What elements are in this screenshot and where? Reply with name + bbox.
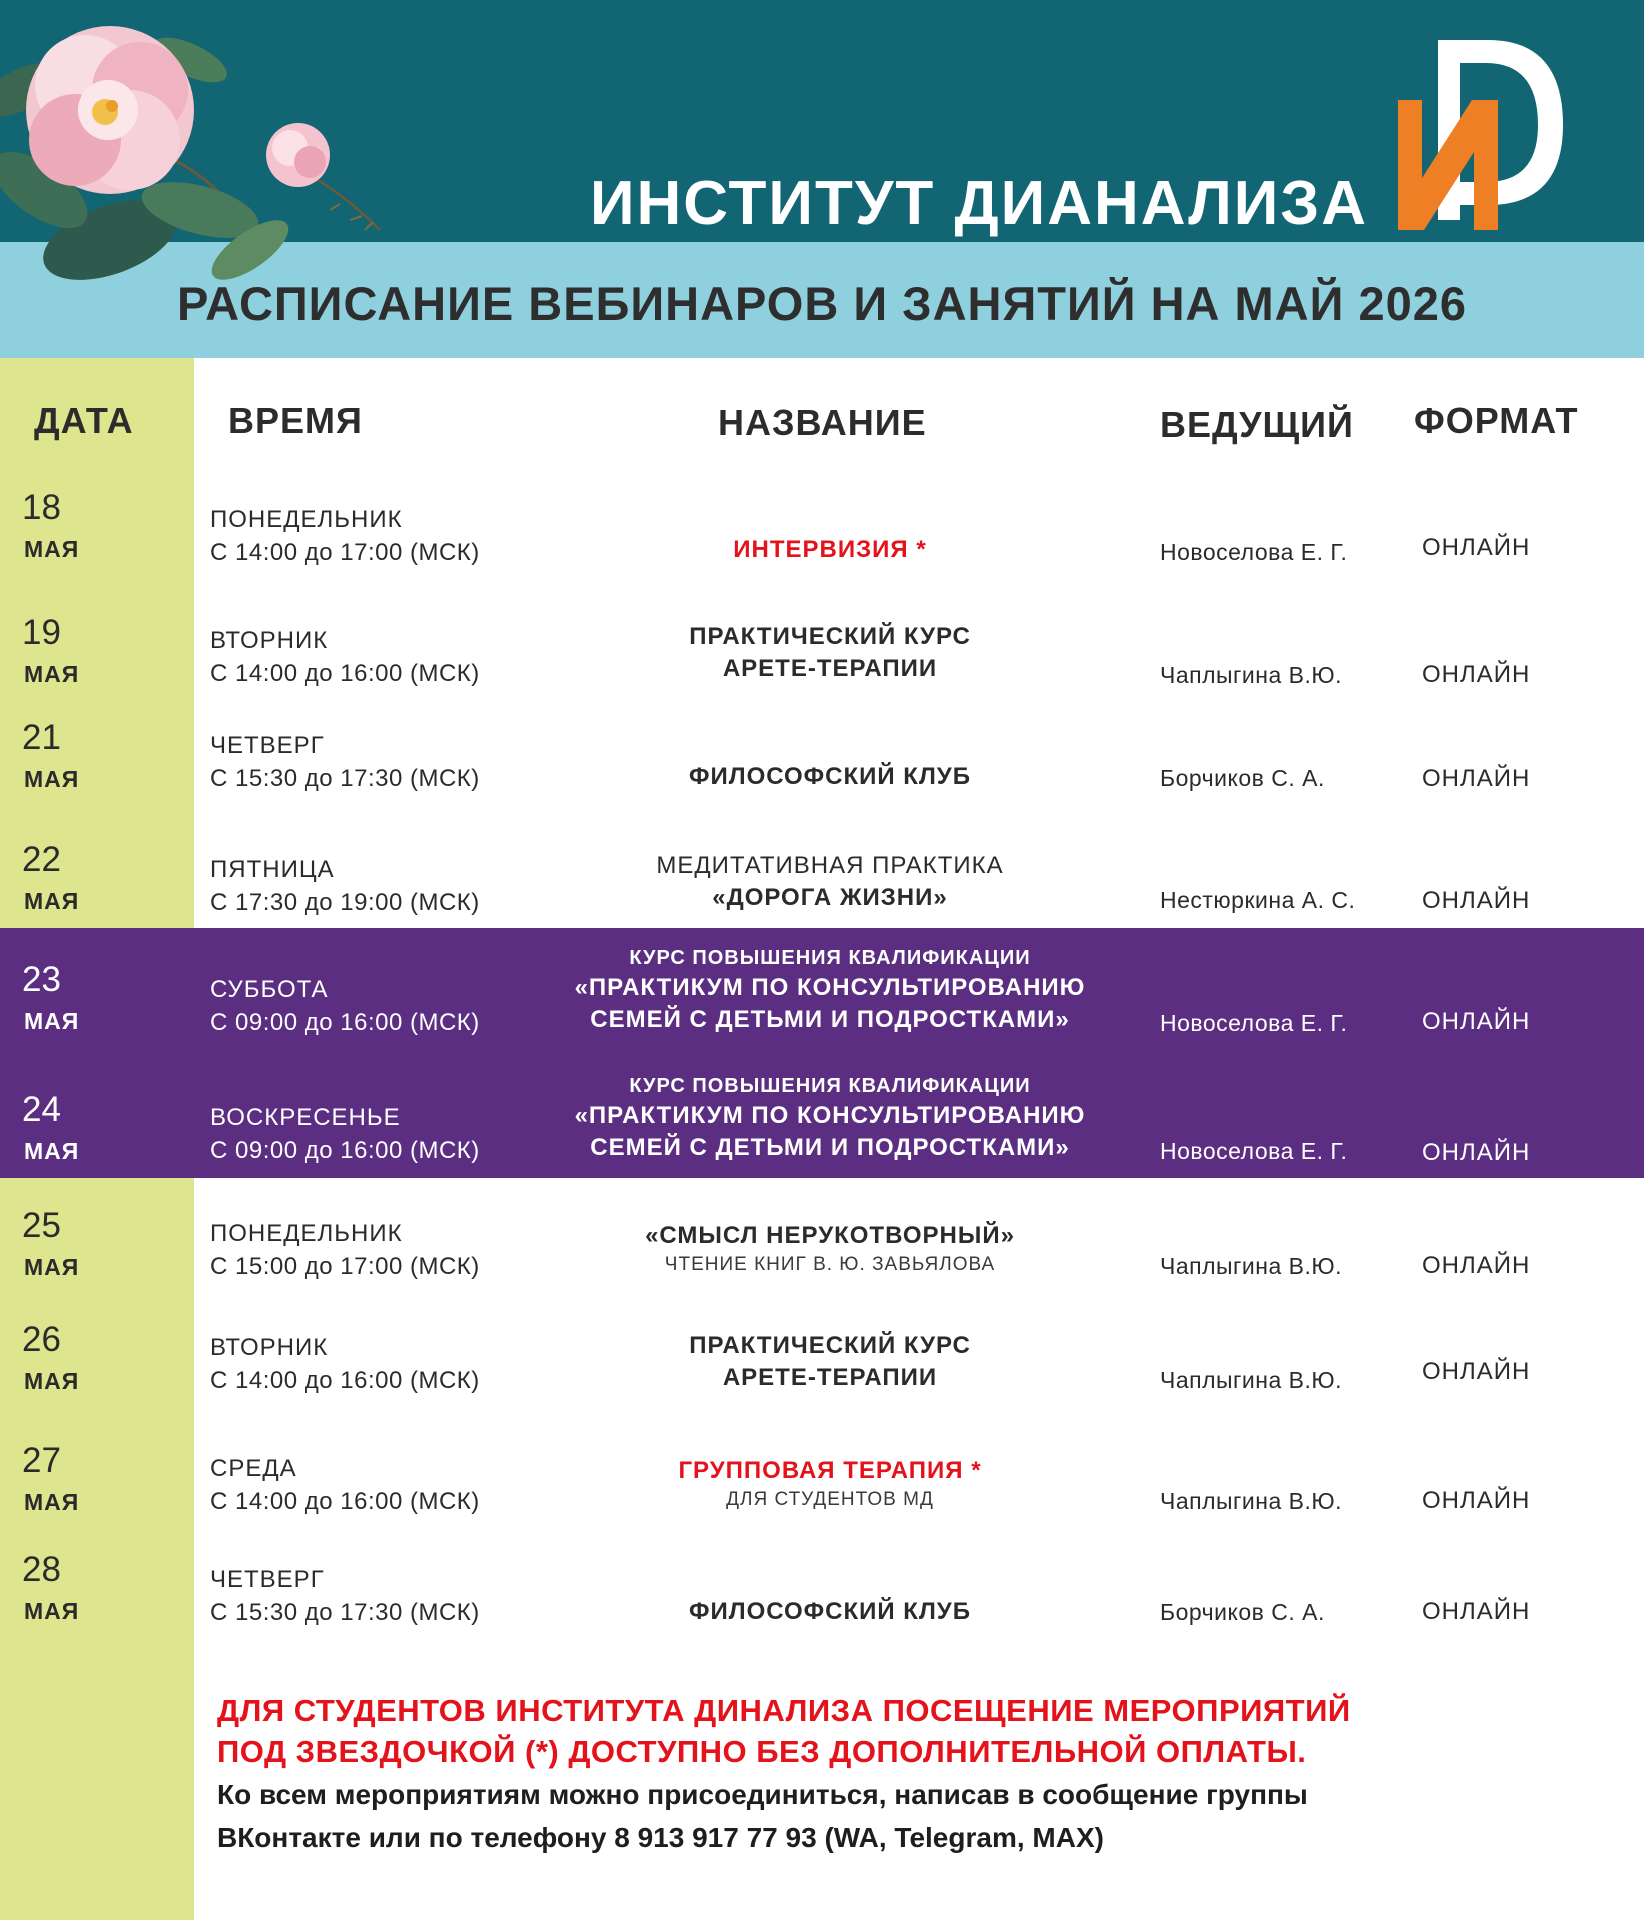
event-day: 27: [22, 1441, 61, 1480]
event-title-line: «ПРАКТИКУМ ПО КОНСУЛЬТИРОВАНИЮ: [574, 1102, 1086, 1129]
event-day: 19: [22, 613, 61, 652]
event-title-line: МЕДИТАТИВНАЯ ПРАКТИКА: [656, 852, 1004, 879]
event-format: ОНЛАЙН: [1422, 1139, 1531, 1166]
event-time: С 15:30 до 17:30 (МСК): [210, 765, 480, 792]
event-day: 22: [22, 840, 61, 879]
event-title-line: КУРС ПОВЫШЕНИЯ КВАЛИФИКАЦИИ: [629, 1075, 1031, 1097]
event-day: 26: [22, 1320, 61, 1359]
institute-name: ИНСТИТУТ ДИАНАЛИЗА: [589, 169, 1368, 238]
event-month: МАЯ: [24, 1598, 80, 1624]
event-time: С 14:00 до 16:00 (МСК): [210, 1367, 480, 1394]
event-title-line: АРЕТЕ-ТЕРАПИИ: [722, 655, 938, 682]
schedule-title: РАСПИСАНИЕ ВЕБИНАРОВ И ЗАНЯТИЙ НА МАЙ 2026: [176, 277, 1468, 330]
contact-info-line2: ВКонтакте или по телефону 8 913 917 77 93 (WA, Telegram, MAX): [217, 1822, 1104, 1853]
event-month: МАЯ: [24, 661, 80, 687]
footer-notice: [217, 1690, 1617, 1858]
event-title-line: «ДОРОГА ЖИЗНИ»: [712, 884, 948, 911]
event-month: МАЯ: [24, 1489, 80, 1515]
event-day: 24: [22, 1090, 61, 1129]
column-header-host: ВЕДУЩИЙ: [1160, 404, 1354, 445]
event-time: С 09:00 до 16:00 (МСК): [210, 1137, 480, 1164]
event-weekday: ВТОРНИК: [210, 627, 329, 654]
event-title-line: ИНТЕРВИЗИЯ *: [733, 536, 927, 563]
event-month: МАЯ: [24, 1138, 80, 1164]
event-weekday: ВТОРНИК: [210, 1334, 329, 1361]
event-time: С 15:30 до 17:30 (МСК): [210, 1599, 480, 1626]
event-title-line: СЕМЕЙ С ДЕТЬМИ И ПОДРОСТКАМИ»: [590, 1006, 1070, 1033]
event-title-line: АРЕТЕ-ТЕРАПИИ: [722, 1364, 938, 1391]
event-format: ОНЛАЙН: [1422, 1598, 1531, 1625]
event-time: С 14:00 до 17:00 (МСК): [210, 539, 480, 566]
event-month: МАЯ: [24, 766, 80, 792]
event-time: С 09:00 до 16:00 (МСК): [210, 1009, 480, 1036]
event-day: 28: [22, 1550, 61, 1589]
event-title: [520, 621, 1140, 685]
free-attendance-notice-line2: ПОД ЗВЕЗДОЧКОЙ (*) ДОСТУПНО БЕЗ ДОПОЛНИТЕЛЬНОЙ ОПЛАТЫ.: [217, 1734, 1307, 1769]
event-month: МАЯ: [24, 888, 80, 914]
event-title-line: «СМЫСЛ НЕРУКОТВОРНЫЙ»: [645, 1222, 1015, 1249]
event-weekday: СУББОТА: [210, 976, 329, 1003]
event-host: Чаплыгина В.Ю.: [1160, 662, 1343, 688]
event-time: С 14:00 до 16:00 (МСК): [210, 1488, 480, 1515]
free-attendance-notice-line1: ДЛЯ СТУДЕНТОВ ИНСТИТУТА ДИНАЛИЗА ПОСЕЩЕНИЕ МЕРОПРИЯТИЙ: [217, 1693, 1351, 1728]
event-title-subline: ДЛЯ СТУДЕНТОВ МД: [726, 1489, 934, 1510]
event-title-line: СЕМЕЙ С ДЕТЬМИ И ПОДРОСТКАМИ»: [590, 1134, 1070, 1161]
event-title-line: ПРАКТИЧЕСКИЙ КУРС: [689, 1332, 971, 1359]
event-host: Новоселова Е. Г.: [1160, 539, 1348, 565]
event-weekday: ПОНЕДЕЛЬНИК: [210, 1220, 403, 1247]
event-title: [520, 850, 1140, 914]
event-title: [520, 1596, 1140, 1628]
event-format: ОНЛАЙН: [1422, 534, 1531, 561]
event-title: [520, 1455, 1140, 1513]
peony-flower-illustration: [0, 0, 400, 320]
event-host: Нестюркина А. С.: [1160, 887, 1356, 913]
event-title-line: ПРАКТИЧЕСКИЙ КУРС: [689, 623, 971, 650]
event-day: 18: [22, 488, 61, 527]
column-header-format: ФОРМАТ: [1414, 400, 1579, 441]
event-day: 21: [22, 718, 61, 757]
contact-info-line1: Ко всем мероприятиям можно присоединиться, написав в сообщение группы: [217, 1779, 1308, 1810]
event-weekday: ПОНЕДЕЛЬНИК: [210, 506, 403, 533]
institute-logo: [1398, 30, 1568, 230]
column-header-date: ДАТА: [34, 400, 134, 441]
event-title-subline: ЧТЕНИЕ КНИГ В. Ю. ЗАВЬЯЛОВА: [664, 1254, 996, 1275]
event-host: Новоселова Е. Г.: [1160, 1010, 1348, 1036]
event-title-line: «ПРАКТИКУМ ПО КОНСУЛЬТИРОВАНИЮ: [574, 974, 1086, 1001]
event-host: Борчиков С. А.: [1160, 1599, 1325, 1625]
event-time: С 15:00 до 17:00 (МСК): [210, 1253, 480, 1280]
event-month: МАЯ: [24, 1368, 80, 1394]
event-host: Чаплыгина В.Ю.: [1160, 1253, 1343, 1279]
event-host: Чаплыгина В.Ю.: [1160, 1488, 1343, 1514]
event-time: С 17:30 до 19:00 (МСК): [210, 889, 480, 916]
event-title: [520, 944, 1140, 1036]
event-weekday: ЧЕТВЕРГ: [210, 1566, 325, 1593]
event-host: Чаплыгина В.Ю.: [1160, 1367, 1343, 1393]
column-header-name: НАЗВАНИЕ: [718, 402, 927, 443]
event-weekday: ПЯТНИЦА: [210, 856, 335, 883]
event-day: 23: [22, 960, 61, 999]
event-title-line: ФИЛОСОФСКИЙ КЛУБ: [689, 1598, 971, 1625]
event-format: ОНЛАЙН: [1422, 1487, 1531, 1514]
event-title: [520, 1072, 1140, 1164]
event-title: [520, 761, 1140, 793]
event-format: ОНЛАЙН: [1422, 1252, 1531, 1279]
event-title-line: КУРС ПОВЫШЕНИЯ КВАЛИФИКАЦИИ: [629, 947, 1031, 969]
column-header-time: ВРЕМЯ: [228, 400, 363, 441]
event-month: МАЯ: [24, 1008, 80, 1034]
event-host: Борчиков С. А.: [1160, 765, 1325, 791]
event-title-line: ГРУППОВАЯ ТЕРАПИЯ *: [678, 1457, 982, 1484]
event-title: [520, 1220, 1140, 1278]
event-format: ОНЛАЙН: [1422, 765, 1531, 792]
event-month: МАЯ: [24, 536, 80, 562]
event-month: МАЯ: [24, 1254, 80, 1280]
event-title: [520, 1330, 1140, 1394]
event-format: ОНЛАЙН: [1422, 1008, 1531, 1035]
event-weekday: ЧЕТВЕРГ: [210, 732, 325, 759]
event-weekday: СРЕДА: [210, 1455, 297, 1482]
event-weekday: ВОСКРЕСЕНЬЕ: [210, 1104, 401, 1131]
event-host: Новоселова Е. Г.: [1160, 1138, 1348, 1164]
event-time: С 14:00 до 16:00 (МСК): [210, 660, 480, 687]
event-format: ОНЛАЙН: [1422, 661, 1531, 688]
event-day: 25: [22, 1206, 61, 1245]
event-format: ОНЛАЙН: [1422, 887, 1531, 914]
event-format: ОНЛАЙН: [1422, 1358, 1531, 1385]
event-title: [520, 534, 1140, 566]
event-title-line: ФИЛОСОФСКИЙ КЛУБ: [689, 763, 971, 790]
